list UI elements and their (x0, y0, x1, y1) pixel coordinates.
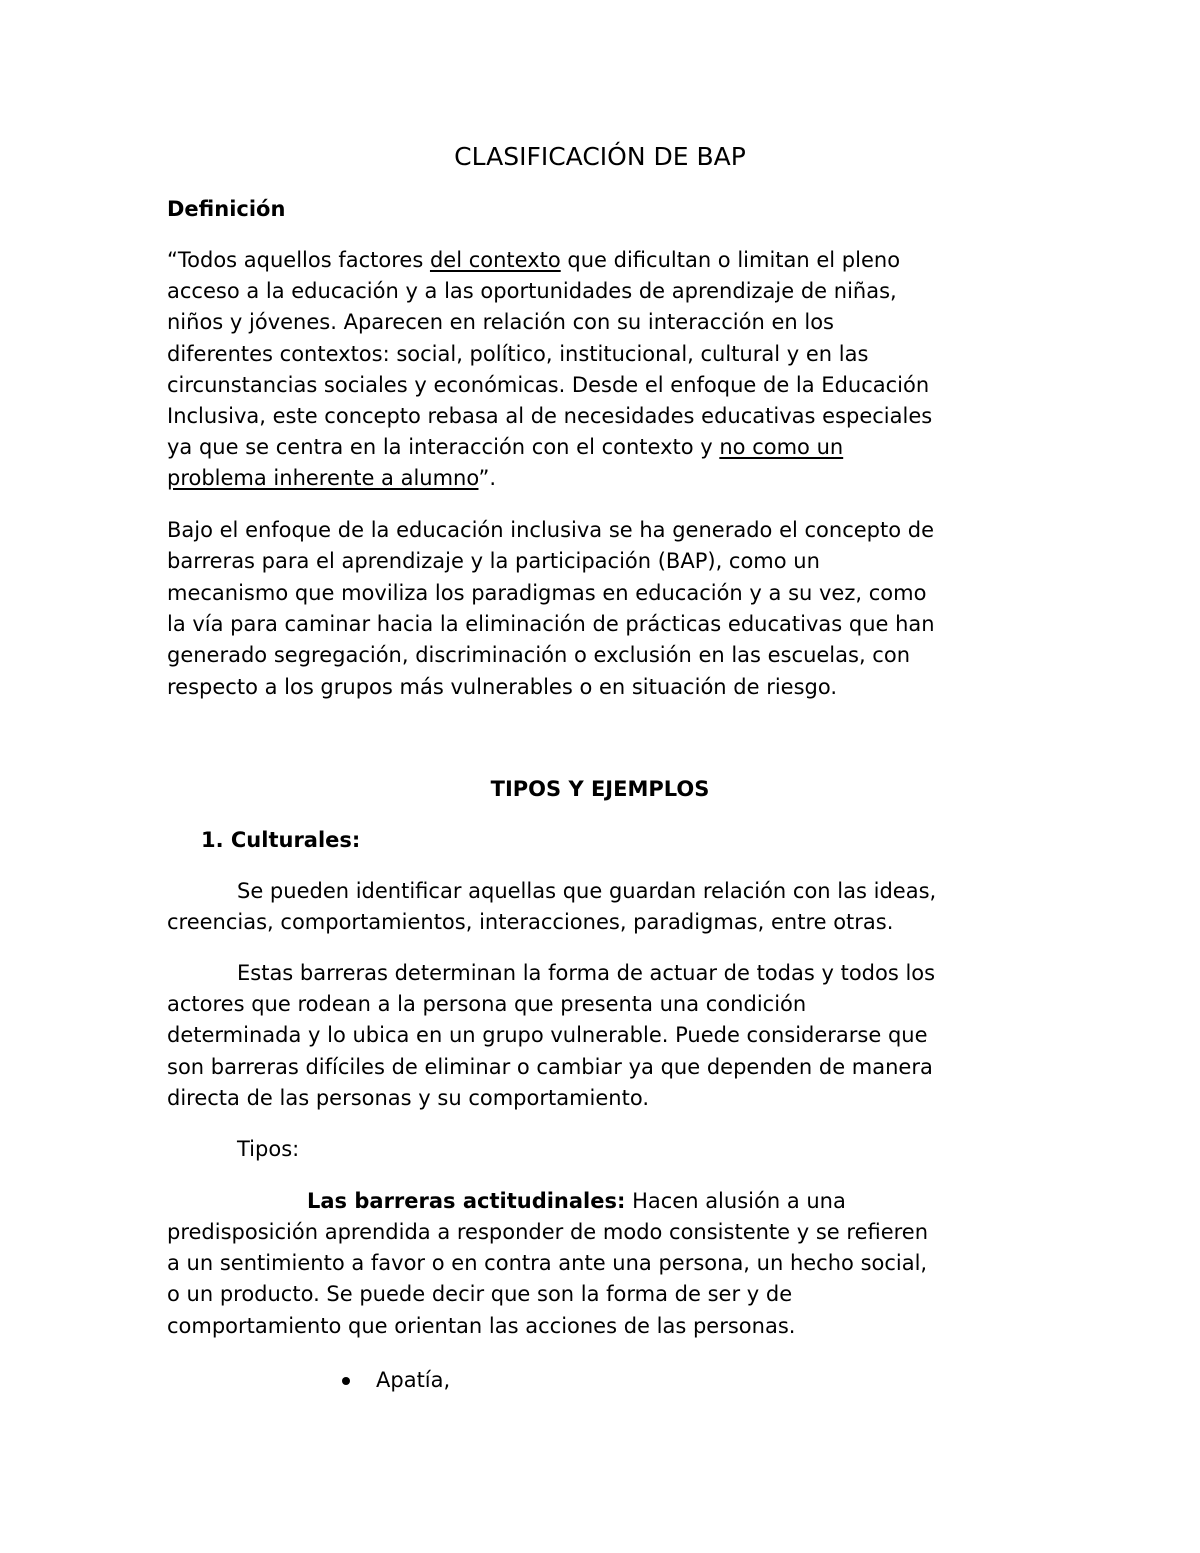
text-line: mecanismo que moviliza los paradigmas en educación y a su vez, como (167, 581, 927, 605)
text-line: Inclusiva, este concepto rebasa al de necesidades educativas especiales (167, 404, 933, 428)
text-line: determinada y lo ubica en un grupo vulnerable. Puede considerarse que (167, 1023, 928, 1047)
actitudinales-term: Las barreras actitudinales: (307, 1189, 626, 1213)
bullet-icon (342, 1377, 350, 1385)
text-line: Estas barreras determinan la forma de actuar de todas y todos los (237, 961, 936, 985)
text-line: la vía para caminar hacia la eliminación de prácticas educativas que han (167, 612, 935, 636)
tipos-label: Tipos: (237, 1137, 300, 1161)
text-line: Bajo el enfoque de la educación inclusiva se ha generado el concepto de (167, 518, 935, 542)
underlined-text: del contexto (429, 248, 561, 272)
text-line: niños y jóvenes. Aparecen en relación con su interacción en los (167, 310, 834, 334)
text-line: “Todos aquellos factores del contexto que dificultan o limitan el pleno (167, 248, 901, 272)
text-line: Las barreras actitudinales: Hacen alusión a una (307, 1189, 846, 1213)
types-heading: TIPOS Y EJEMPLOS (490, 777, 710, 801)
text-line: respecto a los grupos más vulnerables o en situación de riesgo. (167, 675, 838, 699)
underlined-text: problema inherente a alumno (167, 466, 479, 490)
text-line: directa de las personas y su comportamiento. (167, 1086, 649, 1110)
underlined-text: no como un (719, 435, 844, 459)
text-line: diferentes contextos: social, político, institucional, cultural y en las (167, 342, 869, 366)
list-item: Apatía, (376, 1368, 451, 1392)
text-line: Se pueden identificar aquellas que guardan relación con las ideas, (237, 879, 937, 903)
text-line: problema inherente a alumno”. (167, 466, 497, 490)
text-line: o un producto. Se puede decir que son la forma de ser y de (167, 1282, 793, 1306)
text-line: predisposición aprendida a responder de modo consistente y se refieren (167, 1220, 929, 1244)
definition-heading: Definición (167, 197, 286, 221)
document-title: CLASIFICACIÓN DE BAP (454, 142, 746, 171)
text-line: generado segregación, discriminación o exclusión en las escuelas, con (167, 643, 910, 667)
text-line: circunstancias sociales y económicas. Desde el enfoque de la Educación (167, 373, 930, 397)
text-line: acceso a la educación y a las oportunidades de aprendizaje de niñas, (167, 279, 897, 303)
text-line: creencias, comportamientos, interacciones, paradigmas, entre otras. (167, 910, 894, 934)
text-line: son barreras difíciles de eliminar o cambiar ya que dependen de manera (167, 1055, 933, 1079)
text-line: a un sentimiento a favor o en contra ante una persona, un hecho social, (167, 1251, 928, 1275)
section-culturales-heading: 1. Culturales: (201, 828, 361, 852)
text-line: actores que rodean a la persona que presenta una condición (167, 992, 807, 1016)
text-line: ya que se centra en la interacción con el contexto y no como un (167, 435, 844, 459)
text-line: comportamiento que orientan las acciones de las personas. (167, 1314, 796, 1338)
text-line: barreras para el aprendizaje y la participación (BAP), como un (167, 549, 820, 573)
